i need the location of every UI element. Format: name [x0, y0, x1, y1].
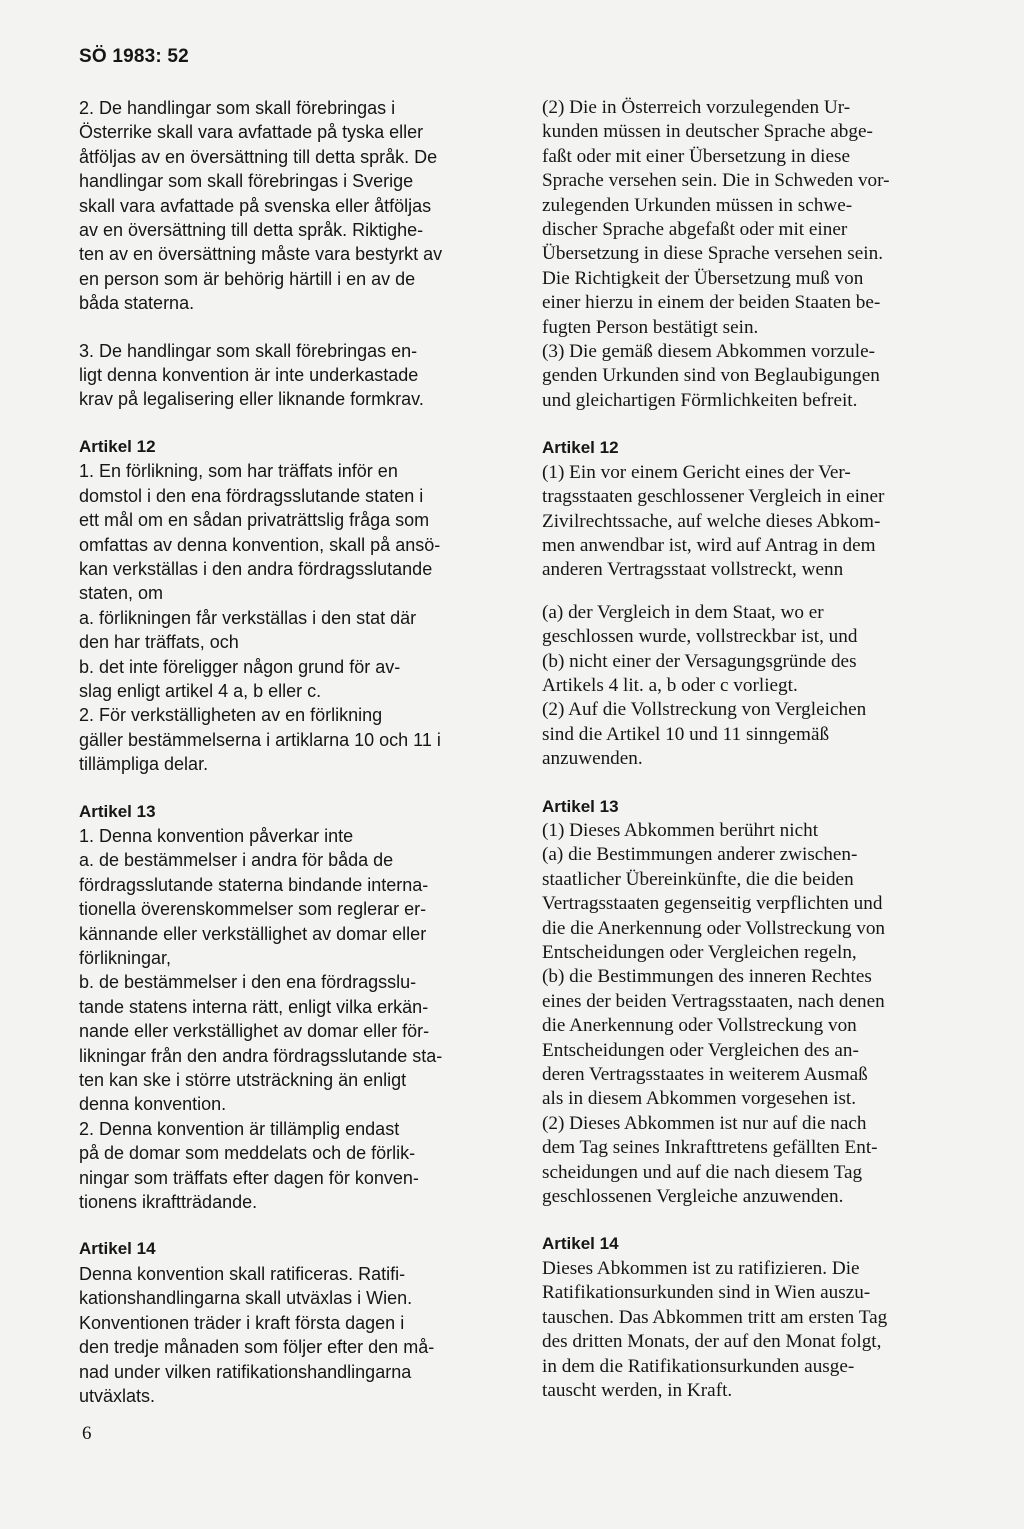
text-line: tande statens interna rätt, enligt vilka erkän-: [79, 996, 429, 1017]
article-heading: Artikel 13: [79, 801, 156, 821]
text-line: (2) Auf die Vollstreckung von Vergleichen: [542, 699, 867, 721]
text-line: discher Sprache abgefaßt oder mit einer: [542, 219, 848, 241]
text-line: handlingar som skall förebringas i Sverige: [79, 171, 414, 192]
text-line: zulegenden Urkunden müssen in schwe-: [542, 194, 853, 216]
text-line: a. de bestämmelser i andra för båda de: [79, 850, 394, 871]
swedish-text-column: [79, 96, 489, 1408]
paragraph-gap: [79, 412, 489, 435]
text-line: domstol i den ena fördragsslutande staten i: [79, 485, 424, 506]
text-line: scheidungen und auf die nach diesem Tag: [542, 1161, 863, 1183]
text-line: Konventionen träder i kraft första dagen i: [79, 1312, 405, 1333]
text-line: ett mål om en sådan privaträttslig fråga som: [79, 510, 430, 531]
text-line: tauschen. Das Abkommen tritt am ersten Tag: [542, 1306, 888, 1328]
article-heading: Artikel 12: [79, 436, 156, 456]
text-line: av en översättning till detta språk. Riktighe-: [79, 220, 424, 241]
text-line: Entscheidungen oder Vergleichen des an-: [542, 1039, 859, 1061]
text-line: (1) Ein vor einem Gericht eines der Ver-: [542, 461, 851, 483]
text-line: genden Urkunden sind von Beglaubigungen: [542, 365, 880, 387]
text-line: tionella överenskommelser som reglerar er-: [79, 899, 427, 920]
text-line: geschlossen wurde, vollstreckbar ist, und: [542, 626, 858, 648]
article-heading: Artikel 12: [542, 438, 619, 458]
text-line: Artikels 4 lit. a, b oder c vorliegt.: [542, 674, 798, 696]
paragraph-gap: [542, 772, 960, 795]
text-line: Sprache versehen sein. Die in Schweden vor-: [542, 170, 890, 192]
text-line: in dem die Ratifikationsurkunden ausge-: [542, 1355, 855, 1377]
text-line: deren Vertragsstaates in weiterem Ausmaß: [542, 1064, 868, 1086]
article-heading: Artikel 13: [542, 796, 619, 816]
text-line: en person som är behörig härtill i en av de: [79, 268, 416, 289]
text-line: (a) der Vergleich in dem Staat, wo er: [542, 601, 824, 623]
text-line: Zivilrechtssache, auf welche dieses Abkom-: [542, 510, 881, 532]
article-heading: Artikel 14: [542, 1234, 619, 1254]
text-line: staatlicher Übereinkünfte, die die beiden: [542, 868, 854, 890]
text-line: (2) Dieses Abkommen ist nur auf die nach: [542, 1112, 867, 1134]
text-line: einer hierzu in einem der beiden Staaten be-: [542, 292, 881, 314]
paragraph-gap: [79, 316, 489, 339]
text-line: 2. De handlingar som skall förebringas i: [79, 98, 396, 118]
text-line: ningar som träffats efter dagen för konven-: [79, 1167, 419, 1188]
text-line: faßt oder mit einer Übersetzung in diese: [542, 145, 850, 167]
text-line: die die Anerkennung oder Vollstreckung von: [542, 917, 886, 939]
text-line: men anwendbar ist, wird auf Antrag in dem: [542, 534, 876, 556]
text-line: geschlossenen Vergleiche anzuwenden.: [542, 1186, 844, 1208]
text-line: den tredje månaden som följer efter den må-: [79, 1337, 435, 1358]
paragraph-gap: [542, 1209, 960, 1232]
running-title: SÖ 1983: 52: [79, 46, 189, 67]
text-line: denna konvention.: [79, 1094, 227, 1115]
text-line: slag enligt artikel 4 a, b eller c.: [79, 680, 322, 701]
text-line: ten kan ske i större utsträckning än enligt: [79, 1070, 407, 1091]
text-line: fugten Person bestätigt sein.: [542, 316, 759, 338]
text-line: (b) nicht einer der Versagungsgründe des: [542, 650, 857, 672]
text-line: nande eller verkställighet av domar eller för-: [79, 1021, 430, 1042]
text-line: 1. Denna konvention påverkar inte: [79, 825, 354, 846]
text-line: likningar från den andra fördragsslutande sta-: [79, 1045, 443, 1066]
text-line: skall vara avfattade på svenska eller åtföljas: [79, 195, 432, 216]
paragraph-gap: [542, 413, 960, 436]
text-line: kunden müssen in deutscher Sprache abge-: [542, 121, 873, 143]
text-line: 2. Denna konvention är tillämplig endast: [79, 1118, 400, 1139]
text-line: b. det inte föreligger någon grund för av-: [79, 656, 401, 677]
paragraph-gap: [542, 583, 960, 601]
text-line: Österrike skall vara avfattade på tyska eller: [79, 122, 424, 143]
text-line: den har träffats, och: [79, 632, 239, 653]
text-line: a. förlikningen får verkställas i den stat där: [79, 607, 417, 628]
paragraph-gap: [79, 777, 489, 800]
text-line: als in diesem Abkommen vorgesehen ist.: [542, 1088, 857, 1110]
text-line: krav på legalisering eller liknande formkrav.: [79, 389, 424, 410]
text-line: ligt denna konvention är inte underkastade: [79, 365, 419, 386]
text-line: Dieses Abkommen ist zu ratifizieren. Die: [542, 1257, 860, 1279]
text-line: Übersetzung in diese Sprache versehen sein.: [542, 243, 883, 265]
text-line: gäller bestämmelserna i artiklarna 10 och 11 i: [79, 729, 441, 750]
text-line: kännande eller verkställighet av domar eller: [79, 923, 427, 944]
text-line: kan verkställas i den andra fördragsslutande: [79, 558, 433, 579]
text-line: 3. De handlingar som skall förebringas en-: [79, 340, 418, 361]
text-line: båda staterna.: [79, 293, 195, 314]
text-line: åtföljas av en översättning till detta språk. De: [79, 146, 438, 167]
text-line: tillämpliga delar.: [79, 754, 209, 775]
text-line: ten av en översättning måste vara bestyrkt av: [79, 244, 443, 265]
text-line: anderen Vertragsstaat vollstreckt, wenn: [542, 559, 844, 581]
text-line: utväxlats.: [79, 1385, 156, 1406]
text-line: tauscht werden, in Kraft.: [542, 1379, 733, 1401]
text-line: 1. En förlikning, som har träffats inför en: [79, 461, 398, 482]
text-line: (3) Die gemäß diesem Abkommen vorzule-: [542, 341, 876, 363]
text-line: Denna konvention skall ratificeras. Ratifi-: [79, 1263, 406, 1284]
text-line: Die Richtigkeit der Übersetzung muß von: [542, 267, 864, 289]
text-line: omfattas av denna konvention, skall på ansö-: [79, 534, 441, 555]
text-line: Vertragsstaaten gegenseitig verpflichten und: [542, 893, 883, 915]
text-line: fördragsslutande staterna bindande interna-: [79, 874, 429, 895]
text-line: (b) die Bestimmungen des inneren Rechtes: [542, 966, 872, 988]
text-line: nad under vilken ratifikationshandlingarna: [79, 1361, 412, 1382]
text-line: Entscheidungen oder Vergleichen regeln,: [542, 942, 857, 963]
text-line: (1) Dieses Abkommen berührt nicht: [542, 819, 819, 841]
article-heading: Artikel 14: [79, 1239, 156, 1259]
text-line: b. de bestämmelser i den ena fördragsslu-: [79, 972, 417, 993]
text-line: (a) die Bestimmungen anderer zwischen-: [542, 844, 858, 866]
text-line: tragsstaaten geschlossener Vergleich in einer: [542, 486, 885, 508]
paragraph-gap: [79, 1214, 489, 1237]
text-line: dem Tag seines Inkrafttretens gefällten Ent-: [542, 1137, 878, 1159]
page-number: 6: [82, 1423, 92, 1444]
text-line: Ratifikationsurkunden sind in Wien auszu-: [542, 1282, 871, 1304]
text-line: tionens ikraftträdande.: [79, 1192, 258, 1213]
text-line: des dritten Monats, der auf den Monat folgt,: [542, 1331, 882, 1353]
text-line: eines der beiden Vertragsstaaten, nach denen: [542, 990, 885, 1012]
text-line: på de domar som meddelats och de förlik-: [79, 1143, 416, 1164]
german-text-column: [542, 96, 960, 1403]
text-line: kationshandlingarna skall utväxlas i Wien.: [79, 1288, 413, 1309]
text-line: staten, om: [79, 583, 164, 604]
text-line: die Anerkennung oder Vollstreckung von: [542, 1015, 857, 1037]
text-line: anzuwenden.: [542, 748, 643, 770]
text-line: sind die Artikel 10 und 11 sinngemäß: [542, 723, 830, 745]
text-line: 2. För verkställigheten av en förlikning: [79, 705, 383, 726]
text-line: und gleichartigen Förmlichkeiten befreit.: [542, 389, 858, 411]
text-line: förlikningar,: [79, 948, 172, 968]
text-line: (2) Die in Österreich vorzulegenden Ur-: [542, 97, 851, 118]
